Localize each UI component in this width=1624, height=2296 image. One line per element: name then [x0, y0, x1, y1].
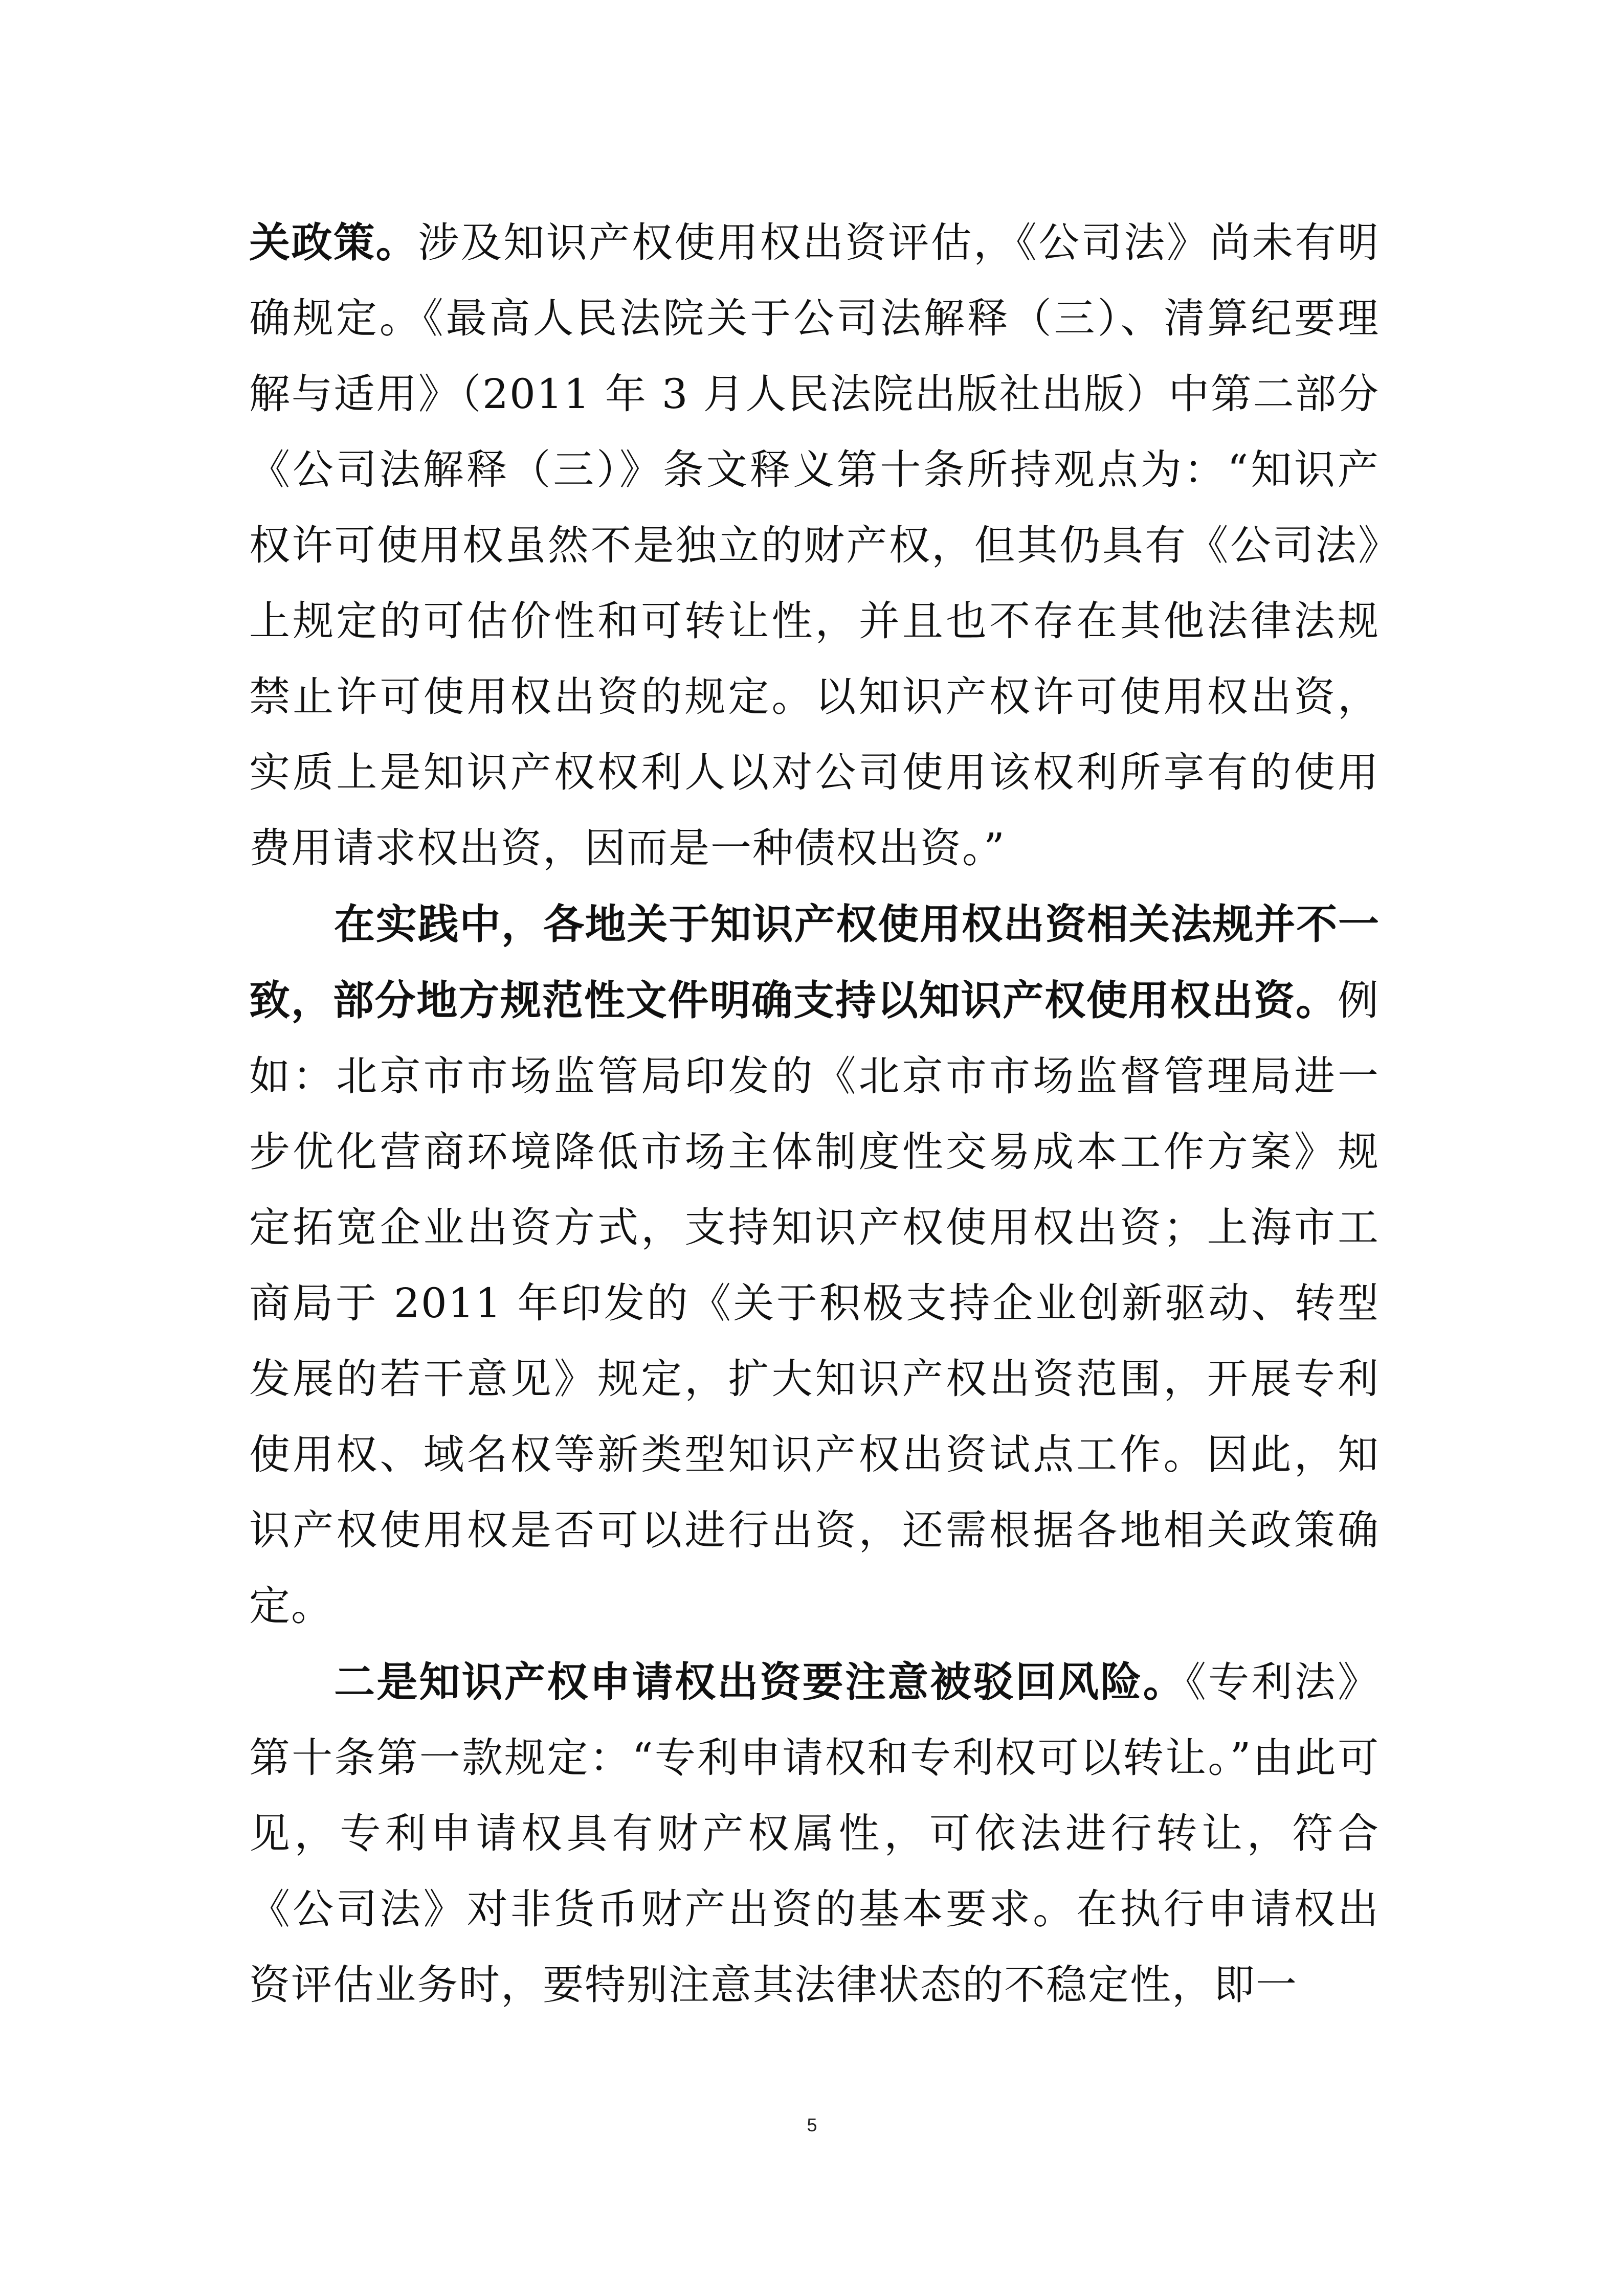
- paragraph-2-text: 例如：北京市市场监管局印发的《北京市市场监督管理局进一步优化营商环境降低市场主体制度性交易成本工作方案》规定拓宽企业出资方式，支持知识产权使用权出资；上海市工商局于 2011 年印发的《关于积极支持企业创新驱动、转型发展的若干意见》规定，扩大知识产权出资范围，开展专利使用权、域名权等新类型知识产权出资试点工作。因此，知识产权使用权是否可以进行出资，还需根据各地相关政策确定。: [249, 977, 1380, 1630]
- paragraph-1: [249, 205, 1380, 886]
- paragraph-2: [249, 886, 1380, 1644]
- paragraph-1-text: 涉及知识产权使用权出资评估，《公司法》尚未有明确规定。《最高人民法院关于公司法解释（三）、清算纪要理解与适用》（2011 年 3 月人民法院出版社出版）中第二部分《公司法解释（三）》条文释义第十条所持观点为：“知识产权许可使用权虽然不是独立的财产权，但其仍具有《公司法》上规定的可估价性和可转让性，并且也不存在其他法律法规禁止许可使用权出资的规定。以知识产权许可使用权出资，实质上是知识产权权利人以对公司使用该权利所享有的使用费用请求权出资，因而是一种债权出资。”: [249, 219, 1380, 872]
- body-text: [249, 205, 1380, 2023]
- paragraph-3-text: 《专利法》第十条第一款规定：“专利申请权和专利权可以转让。”由此可见，专利申请权具有财产权属性，可依法进行转让，符合《公司法》对非货币财产出资的基本要求。在执行申请权出资评估业务时，要特别注意其法律状态的不稳定性，即一: [249, 1658, 1380, 2009]
- paragraph-3: [249, 1644, 1380, 2023]
- paragraph-3-bold-lead: 二是知识产权申请权出资要注意被驳回风险。: [334, 1658, 1186, 1706]
- paragraph-2-bold-lead: 在实践中，各地关于知识产权使用权出资相关法规并不一致，部分地方规范性文件明确支持以知识产权使用权出资。: [249, 900, 1380, 1024]
- page-number: 5: [807, 2114, 817, 2135]
- paragraph-1-bold-lead: 关政策。: [249, 218, 418, 266]
